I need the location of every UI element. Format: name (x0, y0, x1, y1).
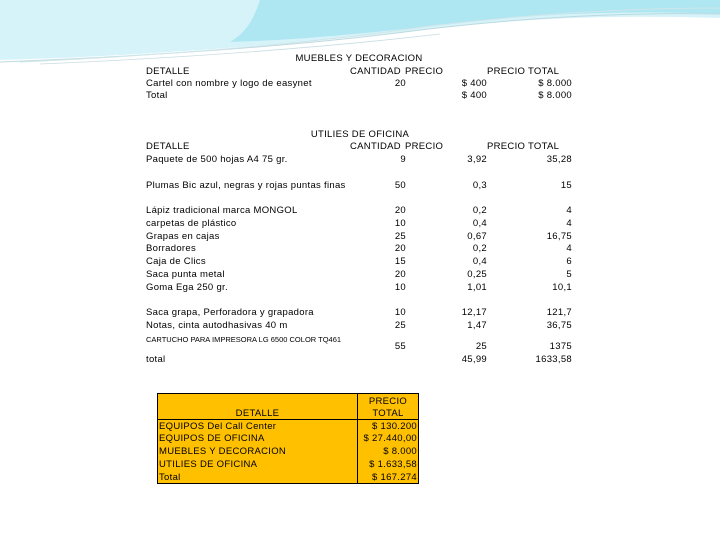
utiles-row-cantidad: 10 (394, 307, 406, 318)
utiles-row-total: 15 (560, 180, 572, 191)
utiles-row-cantidad: 25 (394, 320, 406, 331)
utiles-row-detalle: Notas, cinta autodhasivas 40 m (146, 320, 288, 331)
summary-row-detalle: MUEBLES Y DECORACION (159, 446, 287, 457)
summary-row-precio: $ 1.633,58 (369, 459, 417, 470)
muebles-header-precio-total: PRECIO TOTAL (487, 66, 560, 77)
utiles-row-total: 16,75 (546, 231, 572, 242)
utiles-row-total: 5 (566, 269, 572, 280)
utiles-row-cantidad: 55 (394, 341, 406, 352)
summary-row-precio: $ 27.440,00 (363, 433, 417, 444)
muebles-total-total: $ 8.000 (538, 90, 572, 101)
muebles-header-precio: PRECIO (405, 66, 444, 77)
utiles-row-total: 6 (566, 256, 572, 267)
utiles-row-detalle: Saca grapa, Perforadora y grapadora (146, 307, 314, 318)
utiles-row-detalle: Caja de Clics (146, 256, 206, 267)
muebles-row-cantidad: 20 (394, 78, 406, 89)
utiles-row-detalle: Lápiz tradicional marca MONGOL (146, 205, 298, 216)
utiles-row-precio: 0,4 (472, 256, 487, 267)
summary-header-precio: PRECIO (368, 396, 408, 407)
utiles-row-cantidad: 25 (394, 231, 406, 242)
utiles-header-cantidad: CANTIDAD (350, 141, 401, 152)
utiles-row-cantidad: 10 (394, 218, 406, 229)
utiles-row-detalle: Goma Ega 250 gr. (146, 282, 228, 293)
muebles-row-precio: $ 400 (461, 78, 487, 89)
utiles-row-cantidad: 15 (394, 256, 406, 267)
muebles-title: MUEBLES Y DECORACION (295, 53, 423, 64)
utiles-row-cantidad: 20 (394, 243, 406, 254)
utiles-header-detalle: DETALLE (146, 141, 190, 152)
summary-row-detalle: Total (159, 472, 181, 483)
utiles-row-total: 4 (566, 218, 572, 229)
utiles-row-detalle: Grapas en cajas (146, 231, 220, 242)
utiles-header-precio-total: PRECIO TOTAL (487, 141, 560, 152)
summary-divider (157, 419, 358, 420)
utiles-row-precio: 0,4 (472, 218, 487, 229)
utiles-row-cantidad: 20 (394, 205, 406, 216)
utiles-row-detalle: CARTUCHO PARA IMPRESORA LG 6500 COLOR TQ461 (146, 335, 342, 344)
utiles-row-cantidad: 9 (400, 154, 406, 165)
utiles-row-detalle: Plumas Bic azul, negras y rojas puntas finas (146, 180, 346, 191)
muebles-row-detalle: Cartel con nombre y logo de easynet (146, 78, 312, 89)
summary-row-detalle: UTILIES DE OFICINA (159, 459, 258, 470)
utiles-row-total: 121,7 (546, 307, 572, 318)
muebles-total-precio: $ 400 (461, 90, 487, 101)
utiles-row-cantidad: 10 (394, 282, 406, 293)
utiles-row-total: 10,1 (552, 282, 572, 293)
muebles-header-detalle: DETALLE (146, 66, 190, 77)
utiles-total-label: total (146, 354, 166, 365)
utiles-row-total: 4 (566, 243, 572, 254)
utiles-row-cantidad: 20 (394, 269, 406, 280)
utiles-row-precio: 0,3 (472, 180, 487, 191)
summary-header-total: TOTAL (372, 408, 404, 419)
summary-row-detalle: EQUIPOS DE OFICINA (159, 433, 265, 444)
utiles-row-precio: 25 (475, 341, 487, 352)
muebles-header-cantidad: CANTIDAD (350, 66, 401, 77)
utiles-row-cantidad: 50 (394, 180, 406, 191)
utiles-title: UTILIES DE OFICINA (310, 129, 410, 140)
utiles-row-detalle: Paquete de 500 hojas A4 75 gr. (146, 154, 288, 165)
utiles-row-detalle: carpetas de plástico (146, 218, 237, 229)
utiles-row-precio: 0,25 (467, 269, 487, 280)
utiles-row-precio: 3,92 (467, 154, 487, 165)
summary-row-precio: $ 167.274 (372, 472, 417, 483)
utiles-header-precio: PRECIO (405, 141, 444, 152)
utiles-total-precio: 45,99 (461, 354, 487, 365)
summary-row-precio: $ 130.200 (372, 421, 417, 432)
utiles-row-precio: 0,2 (472, 205, 487, 216)
utiles-row-total: 4 (566, 205, 572, 216)
utiles-row-precio: 0,2 (472, 243, 487, 254)
utiles-row-total: 35,28 (546, 154, 572, 165)
summary-row-detalle: EQUIPOS Del Call Center (159, 421, 277, 432)
utiles-row-precio: 12,17 (461, 307, 487, 318)
utiles-row-detalle: Saca punta metal (146, 269, 225, 280)
summary-divider (357, 419, 419, 420)
utiles-row-detalle: Borradores (146, 243, 196, 254)
summary-header-detalle: DETALLE (235, 408, 280, 419)
utiles-row-precio: 0,67 (467, 231, 487, 242)
utiles-total-total: 1633,58 (535, 354, 572, 365)
utiles-row-precio: 1,47 (467, 320, 487, 331)
muebles-row-total: $ 8.000 (538, 78, 572, 89)
summary-row-precio: $ 8.000 (383, 446, 417, 457)
utiles-row-total: 36,75 (546, 320, 572, 331)
utiles-row-precio: 1,01 (467, 282, 487, 293)
utiles-row-total: 1375 (549, 341, 572, 352)
muebles-total-label: Total (146, 90, 168, 101)
